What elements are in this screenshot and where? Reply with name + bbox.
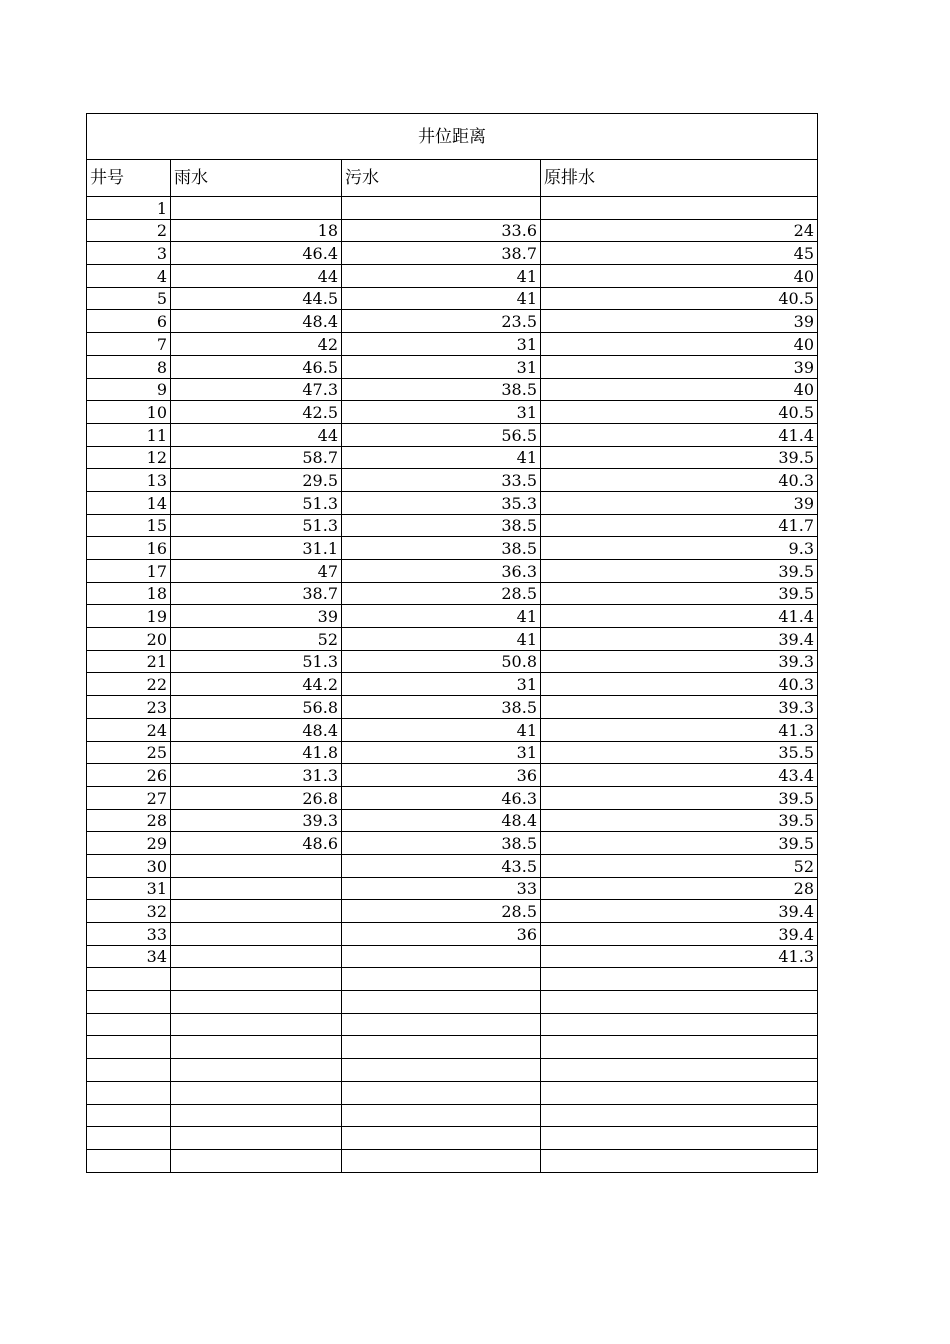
original-drain-cell[interactable]: 39	[541, 355, 818, 378]
table-row	[87, 809, 818, 832]
sewage-cell[interactable]	[342, 197, 541, 220]
sewage-cell[interactable]: 33	[342, 877, 541, 900]
rain-cell[interactable]: 46.5	[171, 355, 342, 378]
well-number-cell[interactable]: 18	[87, 582, 171, 605]
rain-cell[interactable]: 41.8	[171, 741, 342, 764]
title-row	[87, 114, 818, 160]
well-number-cell[interactable]: 32	[87, 900, 171, 923]
rain-cell[interactable]	[171, 945, 342, 968]
well-number-cell[interactable]: 5	[87, 287, 171, 310]
original-drain-cell[interactable]: 24	[541, 219, 818, 242]
table-row	[87, 605, 818, 628]
table-row	[87, 718, 818, 741]
rain-cell[interactable]: 42	[171, 333, 342, 356]
well-number-cell[interactable]: 30	[87, 854, 171, 877]
rain-cell[interactable]	[171, 923, 342, 946]
table-row	[87, 1036, 818, 1059]
sewage-cell[interactable]: 31	[342, 673, 541, 696]
table-row	[87, 1059, 818, 1082]
original-drain-cell[interactable]	[541, 991, 818, 1014]
well-number-cell[interactable]: 10	[87, 401, 171, 424]
table-body	[87, 197, 818, 1173]
table-row	[87, 537, 818, 560]
well-number-cell[interactable]: 14	[87, 491, 171, 514]
well-number-cell[interactable]: 7	[87, 333, 171, 356]
table-row	[87, 673, 818, 696]
table-row	[87, 197, 818, 220]
sewage-cell[interactable]	[342, 1013, 541, 1036]
table-row	[87, 900, 818, 923]
rain-cell[interactable]	[171, 1127, 342, 1150]
rain-cell[interactable]: 18	[171, 219, 342, 242]
sewage-cell[interactable]	[342, 945, 541, 968]
rain-cell[interactable]: 51.3	[171, 650, 342, 673]
well-number-cell[interactable]: 22	[87, 673, 171, 696]
original-drain-cell[interactable]: 39.5	[541, 582, 818, 605]
well-number-cell[interactable]	[87, 1036, 171, 1059]
rain-cell[interactable]	[171, 877, 342, 900]
sewage-cell[interactable]	[342, 1149, 541, 1172]
sewage-cell[interactable]: 35.3	[342, 491, 541, 514]
original-drain-cell[interactable]	[541, 1127, 818, 1150]
table-row	[87, 991, 818, 1014]
well-number-cell[interactable]: 27	[87, 786, 171, 809]
sewage-cell[interactable]	[342, 1104, 541, 1127]
sewage-cell[interactable]	[342, 1081, 541, 1104]
table-row	[87, 378, 818, 401]
sewage-cell[interactable]: 38.5	[342, 514, 541, 537]
well-number-cell[interactable]: 26	[87, 764, 171, 787]
well-number-cell[interactable]: 2	[87, 219, 171, 242]
sewage-cell[interactable]: 38.7	[342, 242, 541, 265]
original-drain-cell[interactable]: 41.3	[541, 945, 818, 968]
table-row	[87, 446, 818, 469]
original-drain-cell[interactable]	[541, 968, 818, 991]
original-drain-cell[interactable]: 28	[541, 877, 818, 900]
well-number-cell[interactable]: 21	[87, 650, 171, 673]
rain-cell[interactable]	[171, 1036, 342, 1059]
rain-cell[interactable]: 38.7	[171, 582, 342, 605]
table-row	[87, 696, 818, 719]
sewage-cell[interactable]: 33.5	[342, 469, 541, 492]
original-drain-cell[interactable]: 41.3	[541, 718, 818, 741]
rain-cell[interactable]: 31.3	[171, 764, 342, 787]
sewage-cell[interactable]: 38.5	[342, 696, 541, 719]
original-drain-cell[interactable]: 41.7	[541, 514, 818, 537]
rain-cell[interactable]: 51.3	[171, 491, 342, 514]
well-number-cell[interactable]: 11	[87, 423, 171, 446]
well-number-cell[interactable]: 23	[87, 696, 171, 719]
sewage-cell[interactable]: 36	[342, 923, 541, 946]
sewage-cell[interactable]: 43.5	[342, 854, 541, 877]
table-row	[87, 854, 818, 877]
rain-cell[interactable]: 47.3	[171, 378, 342, 401]
table-row	[87, 242, 818, 265]
original-drain-cell[interactable]: 40	[541, 333, 818, 356]
rain-cell[interactable]: 56.8	[171, 696, 342, 719]
well-number-cell[interactable]: 16	[87, 537, 171, 560]
sewage-cell[interactable]	[342, 991, 541, 1014]
rain-cell[interactable]: 44.5	[171, 287, 342, 310]
rain-cell[interactable]: 39	[171, 605, 342, 628]
table-row	[87, 219, 818, 242]
rain-cell[interactable]	[171, 197, 342, 220]
well-number-cell[interactable]: 9	[87, 378, 171, 401]
sewage-cell[interactable]: 38.5	[342, 537, 541, 560]
table-row	[87, 469, 818, 492]
sewage-cell[interactable]: 38.5	[342, 378, 541, 401]
rain-cell[interactable]: 44	[171, 265, 342, 288]
original-drain-cell[interactable]: 40	[541, 378, 818, 401]
table-row	[87, 401, 818, 424]
rain-cell[interactable]: 42.5	[171, 401, 342, 424]
table-row	[87, 423, 818, 446]
original-drain-cell[interactable]: 40	[541, 265, 818, 288]
original-drain-cell[interactable]: 35.5	[541, 741, 818, 764]
sewage-cell[interactable]: 31	[342, 333, 541, 356]
sewage-cell[interactable]: 56.5	[342, 423, 541, 446]
original-drain-cell[interactable]: 9.3	[541, 537, 818, 560]
sewage-cell[interactable]: 36.3	[342, 560, 541, 583]
table-title: 井位距离	[87, 114, 818, 160]
table-row	[87, 1013, 818, 1036]
sewage-cell[interactable]	[342, 1059, 541, 1082]
rain-cell[interactable]: 47	[171, 560, 342, 583]
original-drain-cell[interactable]: 39.5	[541, 786, 818, 809]
table-row	[87, 628, 818, 651]
column-header-original-drain: 原排水	[541, 160, 818, 197]
well-number-cell[interactable]: 13	[87, 469, 171, 492]
original-drain-cell[interactable]: 40.3	[541, 673, 818, 696]
rain-cell[interactable]	[171, 854, 342, 877]
table-row	[87, 1104, 818, 1127]
sewage-cell[interactable]: 31	[342, 741, 541, 764]
well-number-cell[interactable]: 34	[87, 945, 171, 968]
well-number-cell[interactable]: 1	[87, 197, 171, 220]
original-drain-cell[interactable]: 39.5	[541, 809, 818, 832]
well-number-cell[interactable]: 3	[87, 242, 171, 265]
sewage-cell[interactable]: 41	[342, 265, 541, 288]
table-row	[87, 355, 818, 378]
rain-cell[interactable]	[171, 968, 342, 991]
well-number-cell[interactable]	[87, 1104, 171, 1127]
table-row	[87, 333, 818, 356]
table-row	[87, 945, 818, 968]
sewage-cell[interactable]: 31	[342, 355, 541, 378]
table-row	[87, 1127, 818, 1150]
sewage-cell[interactable]: 41	[342, 718, 541, 741]
rain-cell[interactable]: 44.2	[171, 673, 342, 696]
rain-cell[interactable]	[171, 991, 342, 1014]
rain-cell[interactable]: 46.4	[171, 242, 342, 265]
well-number-cell[interactable]: 33	[87, 923, 171, 946]
original-drain-cell[interactable]: 39.5	[541, 560, 818, 583]
original-drain-cell[interactable]: 40.5	[541, 401, 818, 424]
rain-cell[interactable]	[171, 1059, 342, 1082]
rain-cell[interactable]	[171, 900, 342, 923]
sewage-cell[interactable]: 28.5	[342, 582, 541, 605]
table-row	[87, 491, 818, 514]
original-drain-cell[interactable]	[541, 197, 818, 220]
original-drain-cell[interactable]: 39.4	[541, 923, 818, 946]
sewage-cell[interactable]: 50.8	[342, 650, 541, 673]
rain-cell[interactable]: 52	[171, 628, 342, 651]
well-number-cell[interactable]: 28	[87, 809, 171, 832]
well-number-cell[interactable]: 17	[87, 560, 171, 583]
well-number-cell[interactable]	[87, 1149, 171, 1172]
table-row	[87, 1081, 818, 1104]
sewage-cell[interactable]	[342, 1127, 541, 1150]
rain-cell[interactable]: 29.5	[171, 469, 342, 492]
original-drain-cell[interactable]: 43.4	[541, 764, 818, 787]
original-drain-cell[interactable]: 39.4	[541, 628, 818, 651]
rain-cell[interactable]: 26.8	[171, 786, 342, 809]
well-number-cell[interactable]	[87, 991, 171, 1014]
original-drain-cell[interactable]: 39.5	[541, 446, 818, 469]
sewage-cell[interactable]: 23.5	[342, 310, 541, 333]
well-number-cell[interactable]	[87, 1127, 171, 1150]
table-row	[87, 287, 818, 310]
original-drain-cell[interactable]: 39.3	[541, 650, 818, 673]
rain-cell[interactable]	[171, 1013, 342, 1036]
sewage-cell[interactable]: 41	[342, 605, 541, 628]
table-row	[87, 265, 818, 288]
table-row	[87, 968, 818, 991]
sewage-cell[interactable]: 46.3	[342, 786, 541, 809]
well-number-cell[interactable]	[87, 1013, 171, 1036]
rain-cell[interactable]: 58.7	[171, 446, 342, 469]
sewage-cell[interactable]: 41	[342, 628, 541, 651]
table-row	[87, 310, 818, 333]
rain-cell[interactable]	[171, 1104, 342, 1127]
well-number-cell[interactable]: 20	[87, 628, 171, 651]
sewage-cell[interactable]: 36	[342, 764, 541, 787]
original-drain-cell[interactable]: 45	[541, 242, 818, 265]
sewage-cell[interactable]	[342, 968, 541, 991]
table-row	[87, 832, 818, 855]
original-drain-cell[interactable]	[541, 1013, 818, 1036]
table-row	[87, 582, 818, 605]
original-drain-cell[interactable]: 41.4	[541, 423, 818, 446]
table-row	[87, 764, 818, 787]
well-number-cell[interactable]: 29	[87, 832, 171, 855]
original-drain-cell[interactable]	[541, 1081, 818, 1104]
well-number-cell[interactable]: 8	[87, 355, 171, 378]
well-number-cell[interactable]: 4	[87, 265, 171, 288]
table-row	[87, 650, 818, 673]
table-row	[87, 877, 818, 900]
well-number-cell[interactable]: 24	[87, 718, 171, 741]
table-row	[87, 786, 818, 809]
rain-cell[interactable]: 48.4	[171, 310, 342, 333]
rain-cell[interactable]: 44	[171, 423, 342, 446]
table-row	[87, 1149, 818, 1172]
original-drain-cell[interactable]: 39.5	[541, 832, 818, 855]
original-drain-cell[interactable]	[541, 1059, 818, 1082]
table-row	[87, 514, 818, 537]
sewage-cell[interactable]: 48.4	[342, 809, 541, 832]
header-row	[87, 160, 818, 197]
well-number-cell[interactable]: 15	[87, 514, 171, 537]
rain-cell[interactable]: 48.4	[171, 718, 342, 741]
original-drain-cell[interactable]: 39.3	[541, 696, 818, 719]
column-header-rain: 雨水	[171, 160, 342, 197]
rain-cell[interactable]	[171, 1081, 342, 1104]
rain-cell[interactable]: 31.1	[171, 537, 342, 560]
table-row	[87, 923, 818, 946]
original-drain-cell[interactable]: 40.5	[541, 287, 818, 310]
column-header-well-no: 井号	[87, 160, 171, 197]
rain-cell[interactable]: 51.3	[171, 514, 342, 537]
sewage-cell[interactable]: 28.5	[342, 900, 541, 923]
column-header-sewage: 污水	[342, 160, 541, 197]
well-number-cell[interactable]	[87, 1081, 171, 1104]
sewage-cell[interactable]	[342, 1036, 541, 1059]
original-drain-cell[interactable]	[541, 1036, 818, 1059]
sewage-cell[interactable]: 31	[342, 401, 541, 424]
sewage-cell[interactable]: 33.6	[342, 219, 541, 242]
original-drain-cell[interactable]	[541, 1149, 818, 1172]
rain-cell[interactable]	[171, 1149, 342, 1172]
sewage-cell[interactable]: 38.5	[342, 832, 541, 855]
original-drain-cell[interactable]: 39.4	[541, 900, 818, 923]
sewage-cell[interactable]: 41	[342, 287, 541, 310]
well-number-cell[interactable]	[87, 968, 171, 991]
rain-cell[interactable]: 48.6	[171, 832, 342, 855]
original-drain-cell[interactable]	[541, 1104, 818, 1127]
original-drain-cell[interactable]: 41.4	[541, 605, 818, 628]
original-drain-cell[interactable]: 39	[541, 310, 818, 333]
well-number-cell[interactable]: 31	[87, 877, 171, 900]
table-row	[87, 560, 818, 583]
original-drain-cell[interactable]: 40.3	[541, 469, 818, 492]
well-number-cell[interactable]: 6	[87, 310, 171, 333]
sewage-cell[interactable]: 41	[342, 446, 541, 469]
table-row	[87, 741, 818, 764]
original-drain-cell[interactable]: 39	[541, 491, 818, 514]
well-number-cell[interactable]	[87, 1059, 171, 1082]
well-number-cell[interactable]: 19	[87, 605, 171, 628]
well-number-cell[interactable]: 12	[87, 446, 171, 469]
rain-cell[interactable]: 39.3	[171, 809, 342, 832]
original-drain-cell[interactable]: 52	[541, 854, 818, 877]
well-distance-table	[86, 113, 818, 1173]
well-number-cell[interactable]: 25	[87, 741, 171, 764]
